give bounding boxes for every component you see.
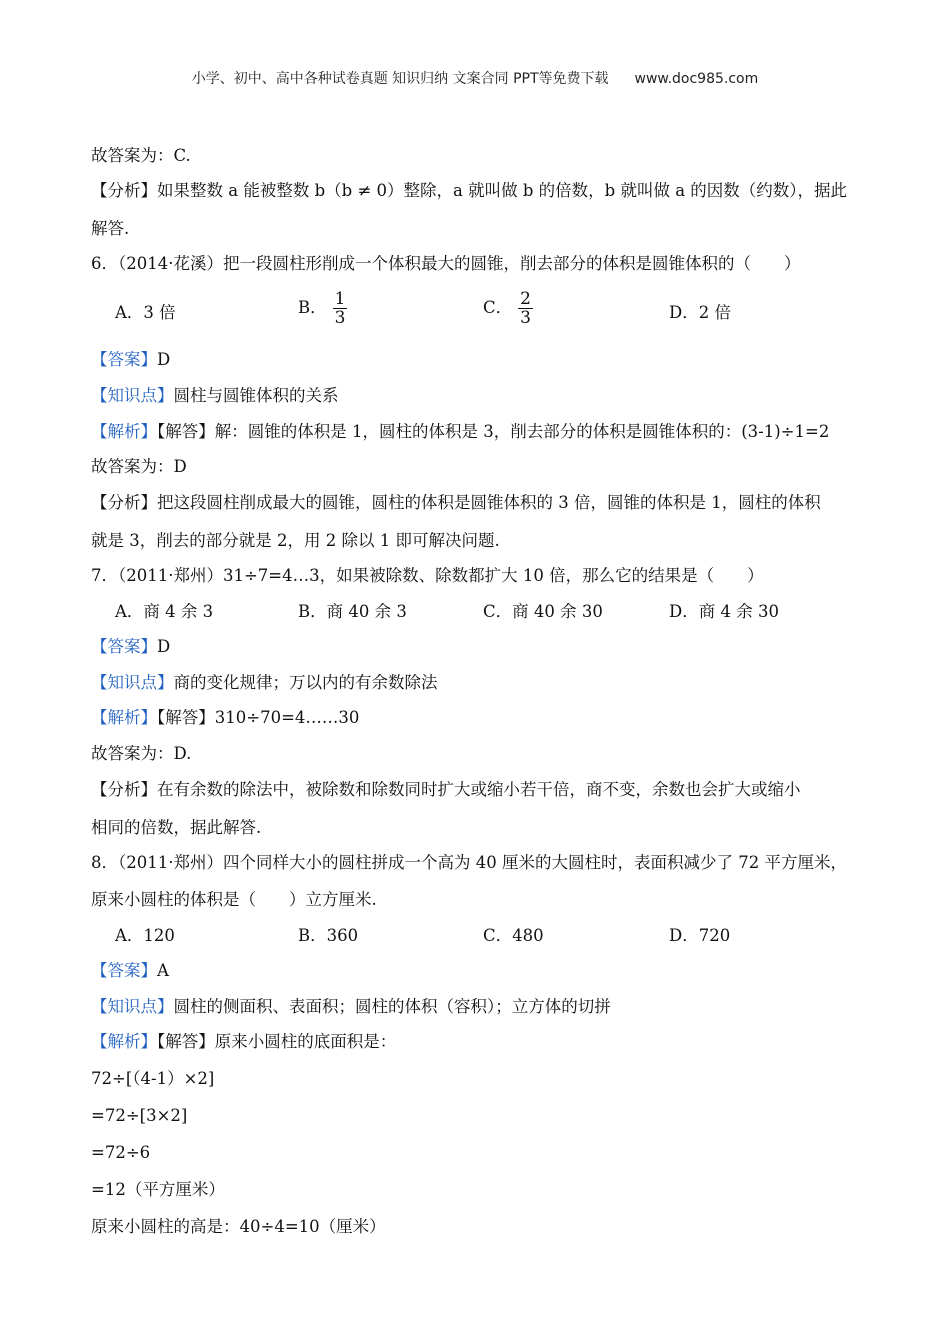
q8-option-a: A．120 bbox=[115, 926, 175, 945]
q6-analysis-1: 【分析】把这段圆柱削成最大的圆锥，圆柱的体积是圆锥体积的 3 倍，圆锥的体积是 1，圆柱的体积 bbox=[91, 493, 821, 512]
q8-option-b: B．360 bbox=[298, 926, 359, 945]
q6-option-d: D．2 倍 bbox=[669, 303, 731, 322]
q7-option-c: C．商 40 余 30 bbox=[483, 602, 603, 621]
q6-answer-value: D bbox=[157, 350, 171, 369]
q6-b-numerator: 1 bbox=[334, 289, 346, 309]
line-analysis: 【分析】如果整数 a 能被整数 b（b ≠ 0）整除，a 就叫做 b 的倍数，b 就叫做 a 的因数（约数），据此 bbox=[91, 181, 848, 200]
q7-answer bbox=[91, 636, 170, 658]
q8-explain bbox=[91, 1031, 396, 1053]
q7-option-a: A．商 4 余 3 bbox=[115, 602, 214, 621]
q6-b-denominator: 3 bbox=[334, 308, 346, 328]
line-answer-c: 故答案为：C. bbox=[91, 146, 191, 165]
q6-knowledge-tag: 【知识点】 bbox=[91, 386, 174, 405]
q6-option-c-fraction bbox=[518, 290, 533, 327]
calc-line-5: 原来小圆柱的高是：40÷4=10（厘米） bbox=[91, 1217, 386, 1236]
q7-analysis-2: 相同的倍数，据此解答. bbox=[91, 818, 262, 837]
q6-option-a: A．3 倍 bbox=[115, 303, 176, 322]
q7-explain-value: 【解答】310÷70=4……30 bbox=[157, 708, 360, 727]
q8-answer-tag: 【答案】 bbox=[91, 961, 157, 980]
calc-line-1: 72÷[（4-1）×2] bbox=[91, 1069, 215, 1088]
q7-analysis-1: 【分析】在有余数的除法中，被除数和除数同时扩大或缩小若干倍，商不变，余数也会扩大或缩小 bbox=[91, 780, 801, 799]
calc-line-3: =72÷6 bbox=[91, 1143, 151, 1162]
q8-knowledge bbox=[91, 996, 611, 1018]
q6-option-b-label: B． bbox=[298, 298, 327, 317]
q6-option-b bbox=[298, 290, 347, 327]
q6-answer bbox=[91, 349, 170, 371]
q7-explain bbox=[91, 707, 359, 729]
question-7: 7．（2011·郑州）31÷7=4…3，如果被除数、除数都扩大 10 倍，那么它的结果是（ ） bbox=[91, 566, 764, 585]
q6-knowledge bbox=[91, 385, 339, 407]
q6-c-denominator: 3 bbox=[520, 308, 531, 328]
q8-explain-tag: 【解析】 bbox=[91, 1032, 157, 1051]
q6-knowledge-value: 圆柱与圆锥体积的关系 bbox=[173, 386, 339, 405]
question-6: 6．（2014·花溪）把一段圆柱形削成一个体积最大的圆锥，削去部分的体积是圆锥体积的（ ） bbox=[91, 254, 801, 273]
q8-option-d: D．720 bbox=[669, 926, 731, 945]
q8-answer bbox=[91, 960, 169, 982]
q7-explain-tag: 【解析】 bbox=[91, 708, 157, 727]
calc-line-4: =12（平方厘米） bbox=[91, 1180, 225, 1199]
question-8-line-1: 8．（2011·郑州）四个同样大小的圆柱拼成一个高为 40 厘米的大圆柱时，表面积减少了 72 平方厘米， bbox=[91, 853, 847, 872]
q6-analysis-2: 就是 3，削去的部分就是 2，用 2 除以 1 即可解决问题. bbox=[91, 531, 500, 550]
q7-answer-value: D bbox=[157, 637, 171, 656]
calc-line-2: =72÷[3×2] bbox=[91, 1106, 188, 1125]
q6-option-b-fraction bbox=[333, 290, 348, 327]
q8-explain-value: 【解答】原来小圆柱的底面积是： bbox=[157, 1032, 397, 1051]
page-header bbox=[0, 68, 950, 88]
q7-option-b: B．商 40 余 3 bbox=[298, 602, 407, 621]
header-site: www.doc985.com bbox=[634, 71, 759, 87]
q7-final: 故答案为：D. bbox=[91, 744, 192, 763]
q6-explain-value: 【解答】解：圆锥的体积是 1，圆柱的体积是 3，削去部分的体积是圆锥体积的：(3-1)÷1=2 bbox=[157, 422, 830, 441]
q8-knowledge-value: 圆柱的侧面积、表面积；圆柱的体积（容积）；立方体的切拼 bbox=[173, 997, 611, 1016]
line-analysis-cont: 解答. bbox=[91, 219, 130, 238]
q7-answer-tag: 【答案】 bbox=[91, 637, 157, 656]
q6-explain bbox=[91, 421, 829, 443]
q7-knowledge-value: 商的变化规律；万以内的有余数除法 bbox=[173, 673, 438, 692]
header-text: 小学、初中、高中各种试卷真题 知识归纳 文案合同 PPT等免费下载 bbox=[191, 71, 609, 87]
q8-answer-value: A bbox=[157, 961, 169, 980]
q6-option-c bbox=[483, 290, 533, 327]
q8-option-c: C．480 bbox=[483, 926, 544, 945]
q6-answer-tag: 【答案】 bbox=[91, 350, 157, 369]
q7-option-d: D．商 4 余 30 bbox=[669, 602, 779, 621]
q6-option-c-label: C． bbox=[483, 298, 513, 317]
q7-knowledge bbox=[91, 672, 438, 694]
q8-knowledge-tag: 【知识点】 bbox=[91, 997, 174, 1016]
q7-knowledge-tag: 【知识点】 bbox=[91, 673, 174, 692]
question-8-line-2: 原来小圆柱的体积是（ ）立方厘米. bbox=[91, 890, 377, 909]
q6-c-numerator: 2 bbox=[520, 289, 531, 309]
q6-explain-tag: 【解析】 bbox=[91, 422, 157, 441]
q6-final: 故答案为：D bbox=[91, 457, 187, 476]
